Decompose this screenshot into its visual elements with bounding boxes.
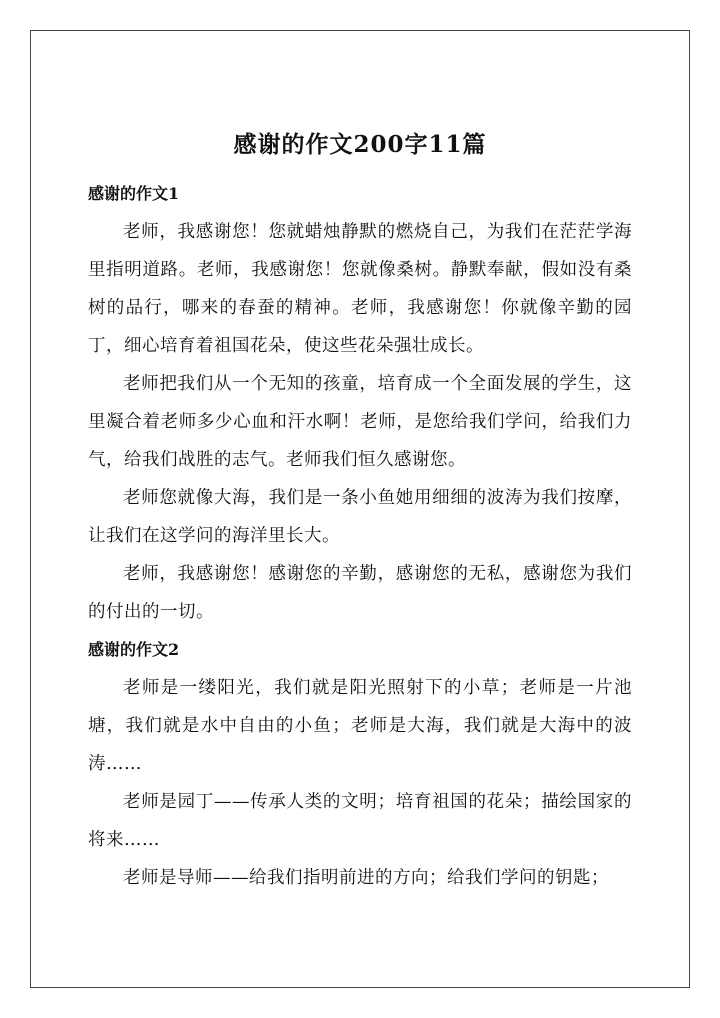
document-body: [88, 175, 632, 897]
paragraph: 老师，我感谢您！感谢您的辛勤，感谢您的无私，感谢您为我们的付出的一切。: [88, 564, 632, 622]
paragraph: 老师，我感谢您！您就蜡烛静默的燃烧自己，为我们在茫茫学海里指明道路。老师，我感谢您！您就像桑树。静默奉献，假如没有桑树的品行，哪来的春蚕的精神。老师，我感谢您！你就像辛勤的园丁，细心培育着祖国花朵，使这些花朵强壮成长。: [88, 222, 632, 356]
essay-section-1: [88, 175, 632, 631]
paragraph: 老师把我们从一个无知的孩童，培育成一个全面发展的学生，这里凝合着老师多少心血和汗水啊！老师，是您给我们学问，给我们力气，给我们战胜的志气。老师我们恒久感谢您。: [88, 374, 632, 470]
essay-section-2: [88, 631, 632, 897]
paragraph: 老师是一缕阳光，我们就是阳光照射下的小草；老师是一片池塘，我们就是水中自由的小鱼；老师是大海，我们就是大海中的波涛……: [88, 678, 632, 774]
paragraph: 老师您就像大海，我们是一条小鱼她用细细的波涛为我们按摩，让我们在这学问的海洋里长大。: [88, 488, 632, 546]
paragraph: 老师是导师——给我们指明前进的方向；给我们学问的钥匙；: [123, 868, 609, 888]
paragraph: 老师是园丁——传承人类的文明；培育祖国的花朵；描绘国家的将来……: [88, 792, 632, 850]
document-title: 感谢的作文200字11篇: [233, 131, 487, 159]
section-heading: 感谢的作文1: [88, 184, 180, 203]
section-heading: 感谢的作文2: [88, 640, 180, 659]
